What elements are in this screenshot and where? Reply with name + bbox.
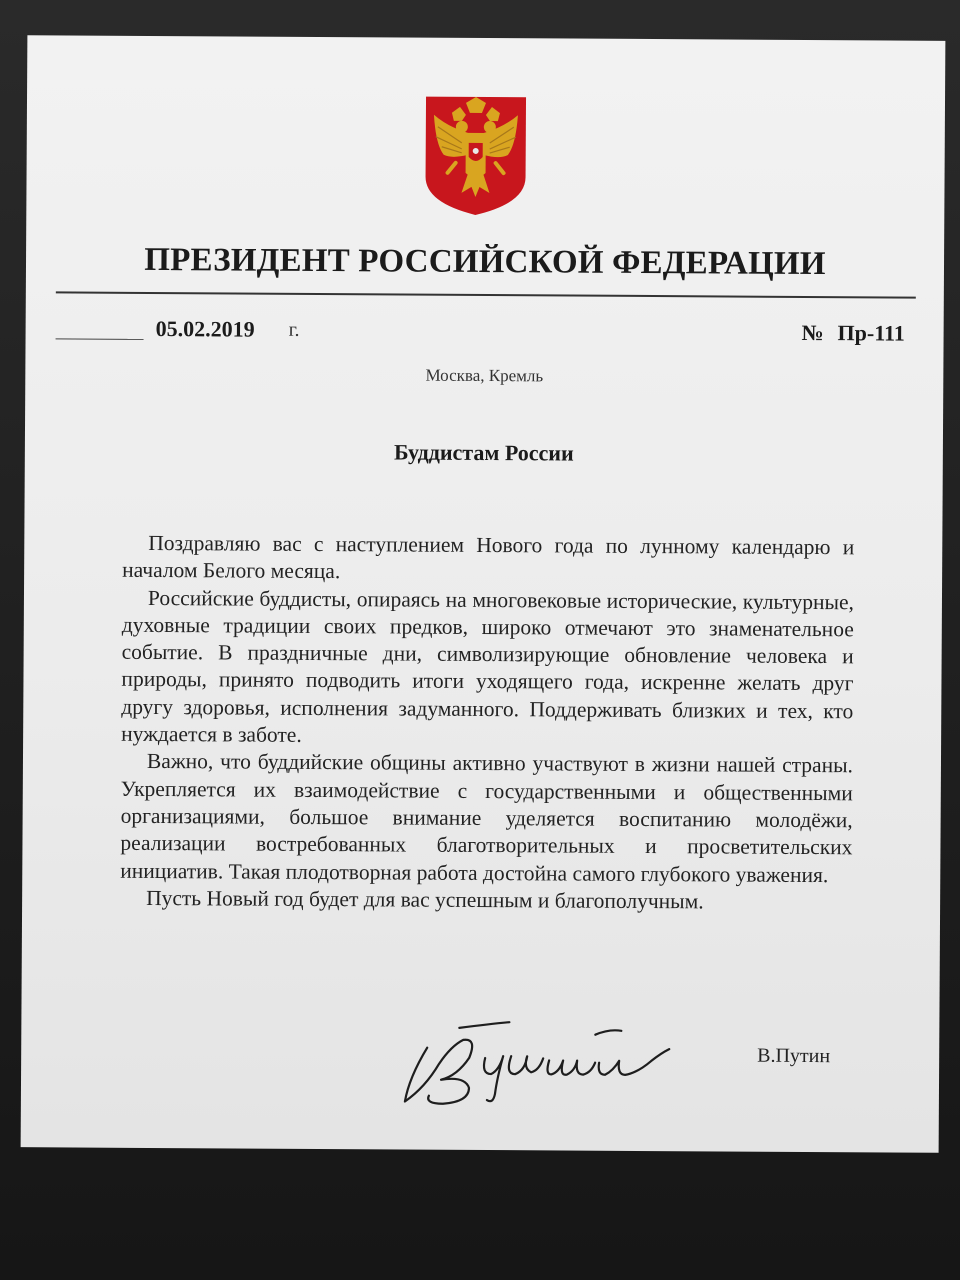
document-page [21, 35, 946, 1153]
body-paragraph: Поздравляю вас с наступлением Нового года по лунному календарю и началом Белого месяца. [122, 530, 855, 584]
signer-name: В.Путин [757, 1044, 831, 1068]
handwritten-signature [399, 1017, 680, 1109]
issuer-title: ПРЕЗИДЕНТ РОССИЙСКОЙ ФЕДЕРАЦИИ [144, 241, 826, 283]
coat-of-arms-icon [421, 93, 530, 220]
document-place: Москва, Кремль [425, 365, 544, 386]
number-sign: № [801, 319, 824, 346]
body-paragraph: Российские буддисты, опираясь на многовековые исторические, культурные, духовные традиции своих предков, широко отмечают это знаменательное событие. В праздничные дни, символизирующие обновление человека и природы, принято подводить итоги уходящего года, искренне желать друг другу здоровья, исполнения задуманного. Поддерживать близких и тех, кто нуждается в заботе. [121, 585, 855, 747]
date-underline [56, 338, 144, 340]
document-date: 05.02.2019 [155, 315, 255, 342]
body-paragraph: Важно, что буддийские общины активно участвуют в жизни нашей страны. Укрепляется их взаимодействие с государственными и общественными организациями, большое внимание уделяется воспитанию молодёжи, реализации востребованных благотворительных и просветительских инициатив. Такая плодотворная работа достойна самого глубокого уважения. [120, 749, 854, 887]
letter-body [120, 530, 854, 917]
addressee-heading: Буддистам России [393, 439, 574, 466]
body-paragraph: Пусть Новый год будет для вас успешным и благополучным. [146, 885, 704, 914]
document-number: Пр-111 [837, 320, 905, 346]
header-divider [56, 291, 916, 298]
year-suffix: г. [288, 318, 300, 341]
